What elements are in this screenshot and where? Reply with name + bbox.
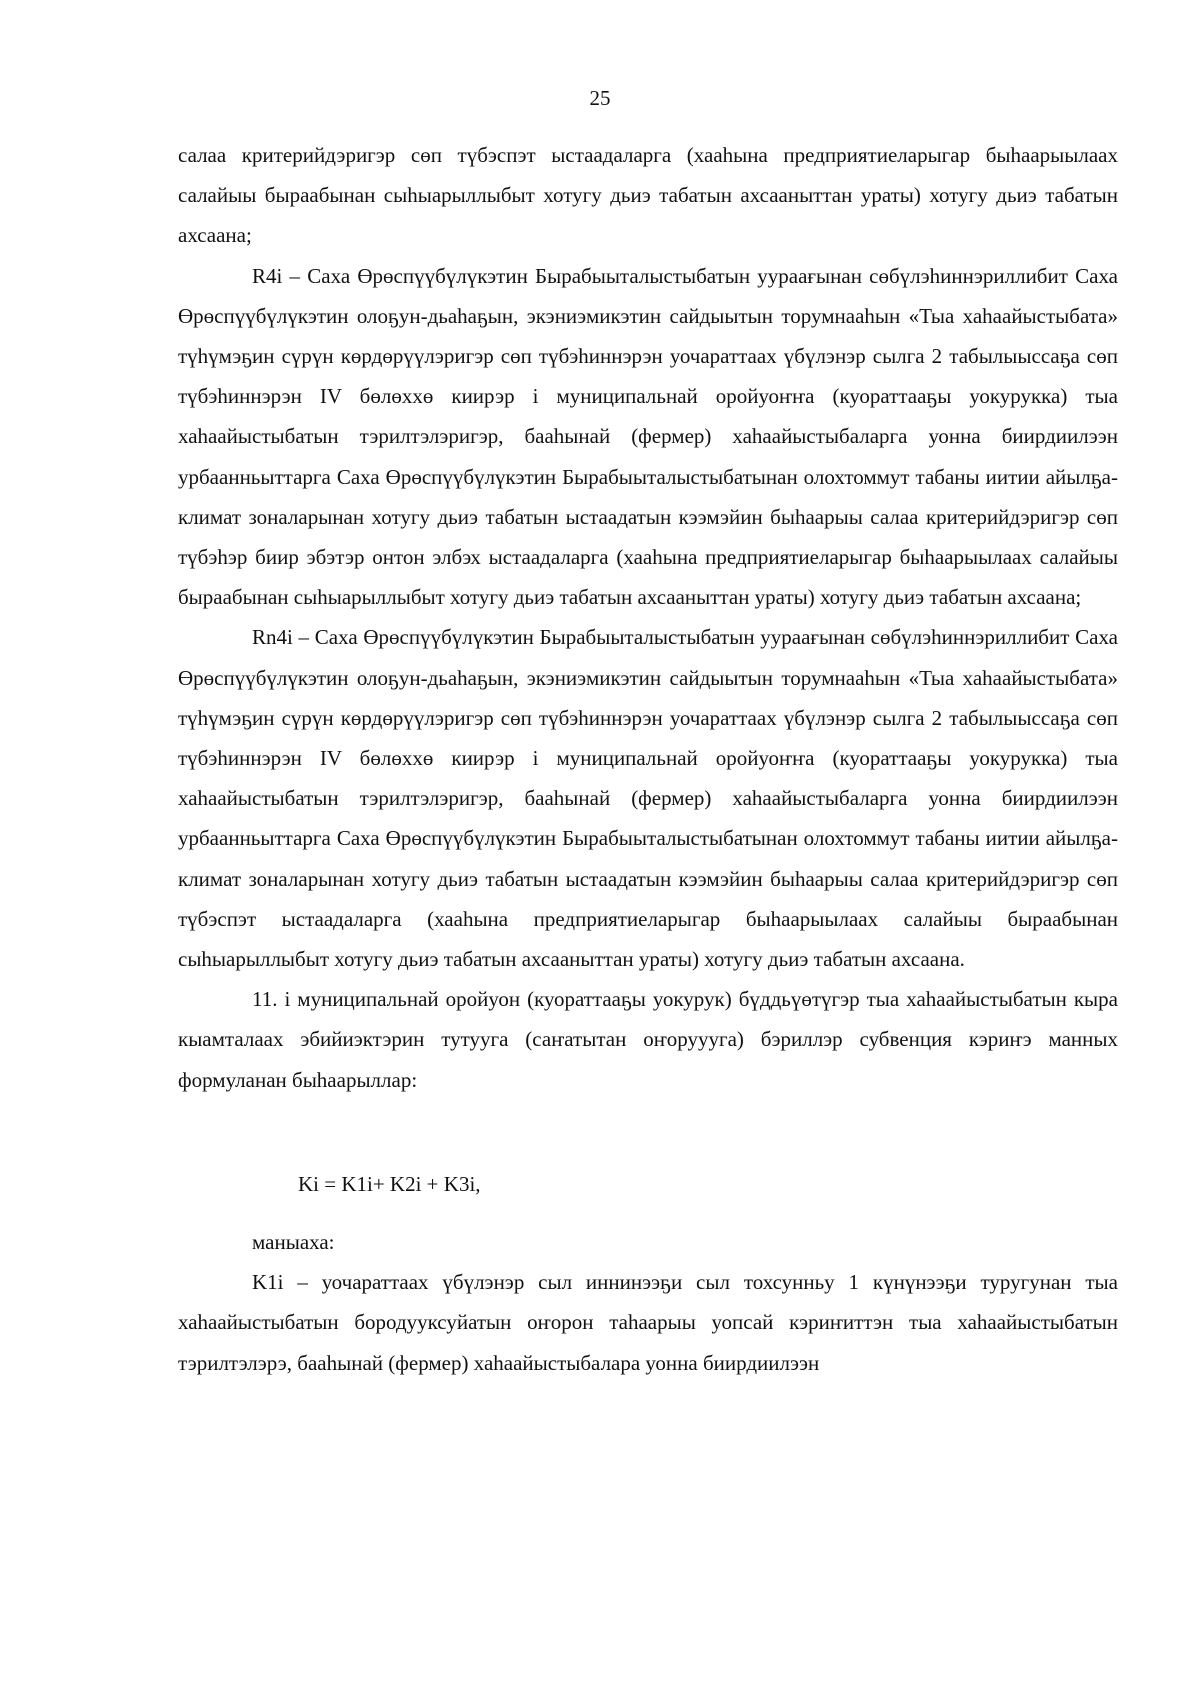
paragraph-section-11: 11. i муниципальнай оройуон (куораттааҕы уокурук) бүддьүөтүгэр тыа хаһаайыстыбатын кыра кыамталаах эбийиэктэрин тутууга (саҥатытан оҥоруууга) бэриллэр субвенция кэриҥэ манных формуланан быһаарыллар:	[178, 987, 1118, 1092]
document-body	[178, 135, 1118, 1383]
paragraph-r4i-definition: R4i – Саха Өрөспүүбүлүкэтин Бырабыыталыстыбатын уураағынан сөбүлэһиннэриллибит Саха Өрөспүүбүлүкэтин олоҕун-дьаһаҕын, экэниэмикэтин сайдыытын торумнааһын «Тыа хаһаайыстыбата» түһүмэҕин сүрүн көрдөрүүлэригэр сөп түбэһиннэрэн уочараттаах үбүлэнэр сылга 2 табылыыссаҕа сөп түбэһиннэрэн IV бөлөххө киирэр i муниципальнай оройуоҥҥа (куораттааҕы уокурукка) тыа хаһаайыстыбатын тэрилтэлэригэр, бааһынай (фермер) хаһаайыстыбаларга уонна биирдиилээн урбаанньыттарга Саха Өрөспүүбүлүкэтин Бырабыыталыстыбатынан олохтоммут табаны иитии айылҕа-климат зоналарынан хотугу дьиэ табатын ыстаадатын кээмэйин быһаарыы салаа критерийдэригэр сөп түбэһэр биир эбэтэр онтон элбэх ыстаадаларга (хааһына предприятиеларыгар быһаарыылаах салайыы быраабынан сыһыарыллыбыт хотугу дьиэ табатын ахсааныттан ураты) хотугу дьиэ табатын ахсаана;	[178, 263, 1118, 610]
paragraph-k1i-definition: K1i – уочараттаах үбүлэнэр сыл иннинээҕи сыл тохсунньу 1 күнүнээҕи туругунан тыа хаһаайыстыбатын бородууксуйатын оҥорон таһаарыы уопсай кэриҥиттэн тыа хаһаайыстыбатын тэрилтэлэрэ, бааһынай (фермер) хаһаайыстыбалара уонна биирдиилээн	[178, 1270, 1118, 1375]
formula: Ki = K1i+ K2i + K3i,	[298, 1171, 481, 1196]
paragraph-rn4i-definition: Rn4i – Саха Өрөспүүбүлүкэтин Бырабыыталыстыбатын уураағынан сөбүлэһиннэриллибит Саха Өрөспүүбүлүкэтин олоҕун-дьаһаҕын, экэниэмикэтин сайдыытын торумнааһын «Тыа хаһаайыстыбата» түһүмэҕин сүрүн көрдөрүүлэригэр сөп түбэһиннэрэн уочараттаах үбүлэнэр сылга 2 табылыыссаҕа сөп түбэһиннэрэн IV бөлөххө киирэр i муниципальнай оройуоҥҥа (куораттааҕы уокурукка) тыа хаһаайыстыбатын тэрилтэлэригэр, бааһынай (фермер) хаһаайыстыбаларга уонна биирдиилээн урбаанньыттарга Саха Өрөспүүбүлүкэтин Бырабыыталыстыбатынан олохтоммут табаны иитии айылҕа-климат зоналарынан хотугу дьиэ табатын ыстаадатын кээмэйин быһаарыы салаа критерийдэригэр сөп түбэспэт ыстаадаларга (хааһына предприятиеларыгар быһаарыылаах салайыы быраабынан сыһыарыллыбыт хотугу дьиэ табатын ахсааныттан ураты) хотугу дьиэ табатын ахсаана.	[178, 625, 1118, 972]
paragraph-continuation: салаа критерийдэригэр сөп түбэспэт ыстаадаларга (хааһына предприятиеларыгар быһаарыылаах салайыы быраабынан сыһыарыллыбыт хотугу дьиэ табатын ахсааныттан ураты) хотугу дьиэ табатын ахсаана;	[178, 143, 1118, 248]
where-label: маныаха:	[252, 1230, 335, 1255]
page-number: 25	[589, 86, 611, 110]
